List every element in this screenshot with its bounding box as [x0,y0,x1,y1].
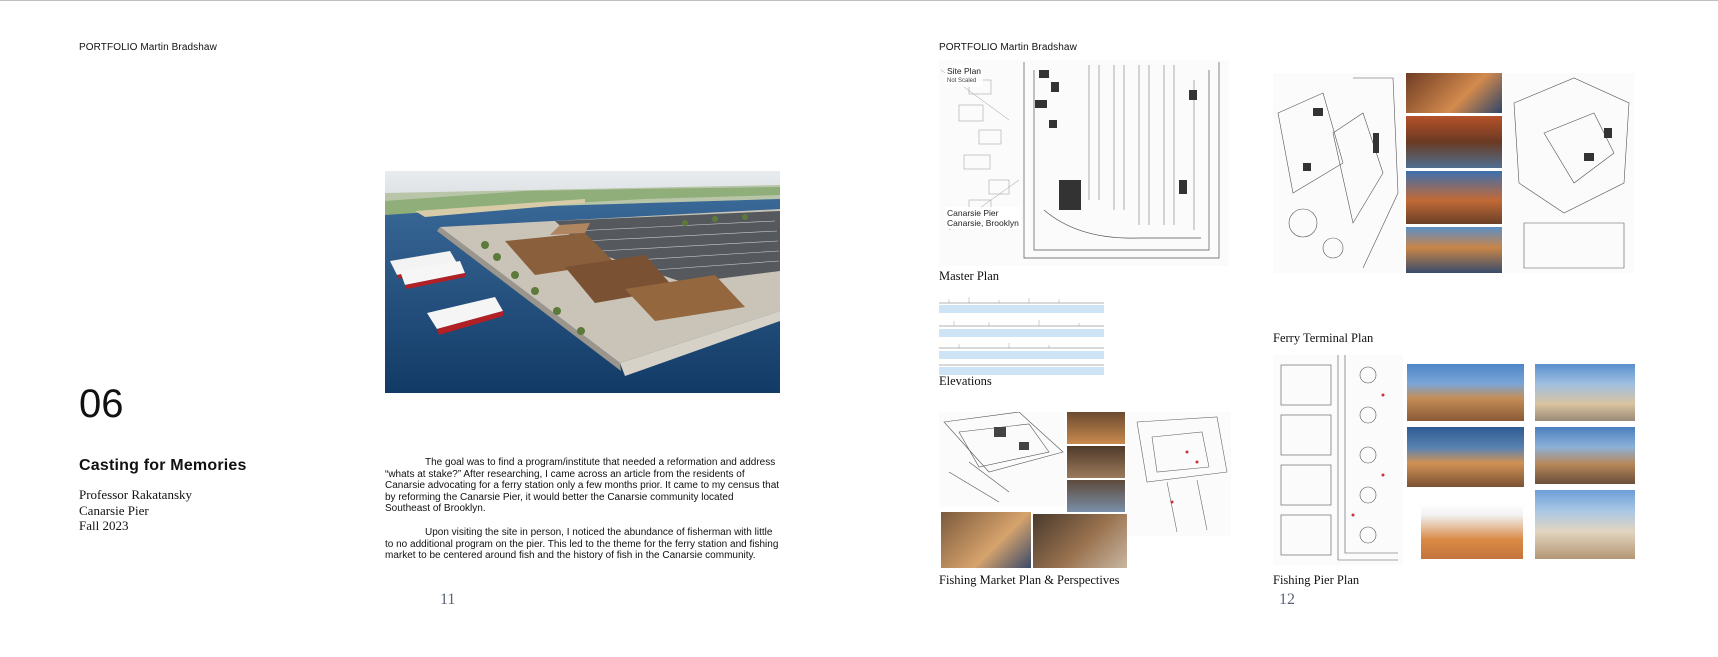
project-title: Casting for Memories [79,457,247,474]
fishing-market-axon-drawing [939,412,1065,507]
fishing-market-caption: Fishing Market Plan & Perspectives [939,573,1120,587]
project-meta [79,487,192,534]
ferry-terminal-plan-drawing [1273,73,1404,273]
pier-perspective-3 [1407,427,1524,487]
fishing-pier-plan-drawing [1273,355,1403,565]
semester: Fall 2023 [79,518,129,533]
market-interior-photo-1 [941,512,1031,568]
right-page [859,0,1718,657]
project-description [385,457,780,574]
site-plan-label [945,65,983,87]
market-interior-photo-2 [1033,514,1127,568]
site-location-line2: Canarsie, Brooklyn [947,218,1019,228]
elevations-drawing [939,293,1104,375]
ferry-perspective-2 [1406,116,1502,168]
ferry-perspective-3 [1406,171,1502,224]
pier-aerial-rendering [385,171,780,393]
pier-perspective-2 [1535,364,1635,421]
pier-perspective-1 [1407,364,1524,421]
portfolio-header: PORTFOLIO Martin Bradshaw [79,42,217,53]
page-number-right: 12 [1279,591,1295,608]
site-location-line1: Canarsie Pier [947,208,999,218]
ferry-perspective-4 [1406,227,1502,273]
site-name: Canarsie Pier [79,502,149,518]
description-paragraph-1: The goal was to find a program/institute that needed a reformation and address “whats at stake?” After researching, I came across an article from the residents of Canarsie advocating for a ferry station only a few months prior. It came to my census that by reforming the Canarsie Pier, it would better the Canarsie community located Southeast of Brooklyn. [385,457,780,515]
page-number-left: 11 [440,591,456,608]
professor-name: Professor Rakatansky [79,487,193,502]
ferry-terminal-upper-plan-drawing [1504,73,1634,273]
site-plan-scale-note: Not Scaled [947,78,977,84]
project-number: 06 [79,382,124,426]
site-location-label [945,207,1021,229]
fishing-pier-caption: Fishing Pier Plan [1273,573,1360,587]
pier-perspective-5 [1421,504,1523,559]
market-perspective-2 [1067,446,1125,478]
portfolio-header: PORTFOLIO Martin Bradshaw [939,42,1077,53]
elevations-caption: Elevations [939,374,992,388]
pier-perspective-4 [1535,427,1635,484]
pier-perspective-6 [1535,490,1635,559]
ferry-perspective-1 [1406,73,1502,113]
master-plan-caption: Master Plan [939,269,1000,283]
master-plan-drawing [939,60,1229,266]
description-paragraph-2: Upon visiting the site in person, I noticed the abundance of fisherman with little to no additional program on the pier. This led to the theme for the ferry station and fishing market to be centered around fish and the history of fish in the Canarsie community. [385,526,779,562]
site-plan-title: Site Plan [947,66,982,76]
fishing-market-plan-drawing [1127,412,1231,536]
market-perspective-1 [1067,412,1125,444]
market-perspective-3 [1067,480,1125,512]
ferry-terminal-caption: Ferry Terminal Plan [1273,331,1374,345]
